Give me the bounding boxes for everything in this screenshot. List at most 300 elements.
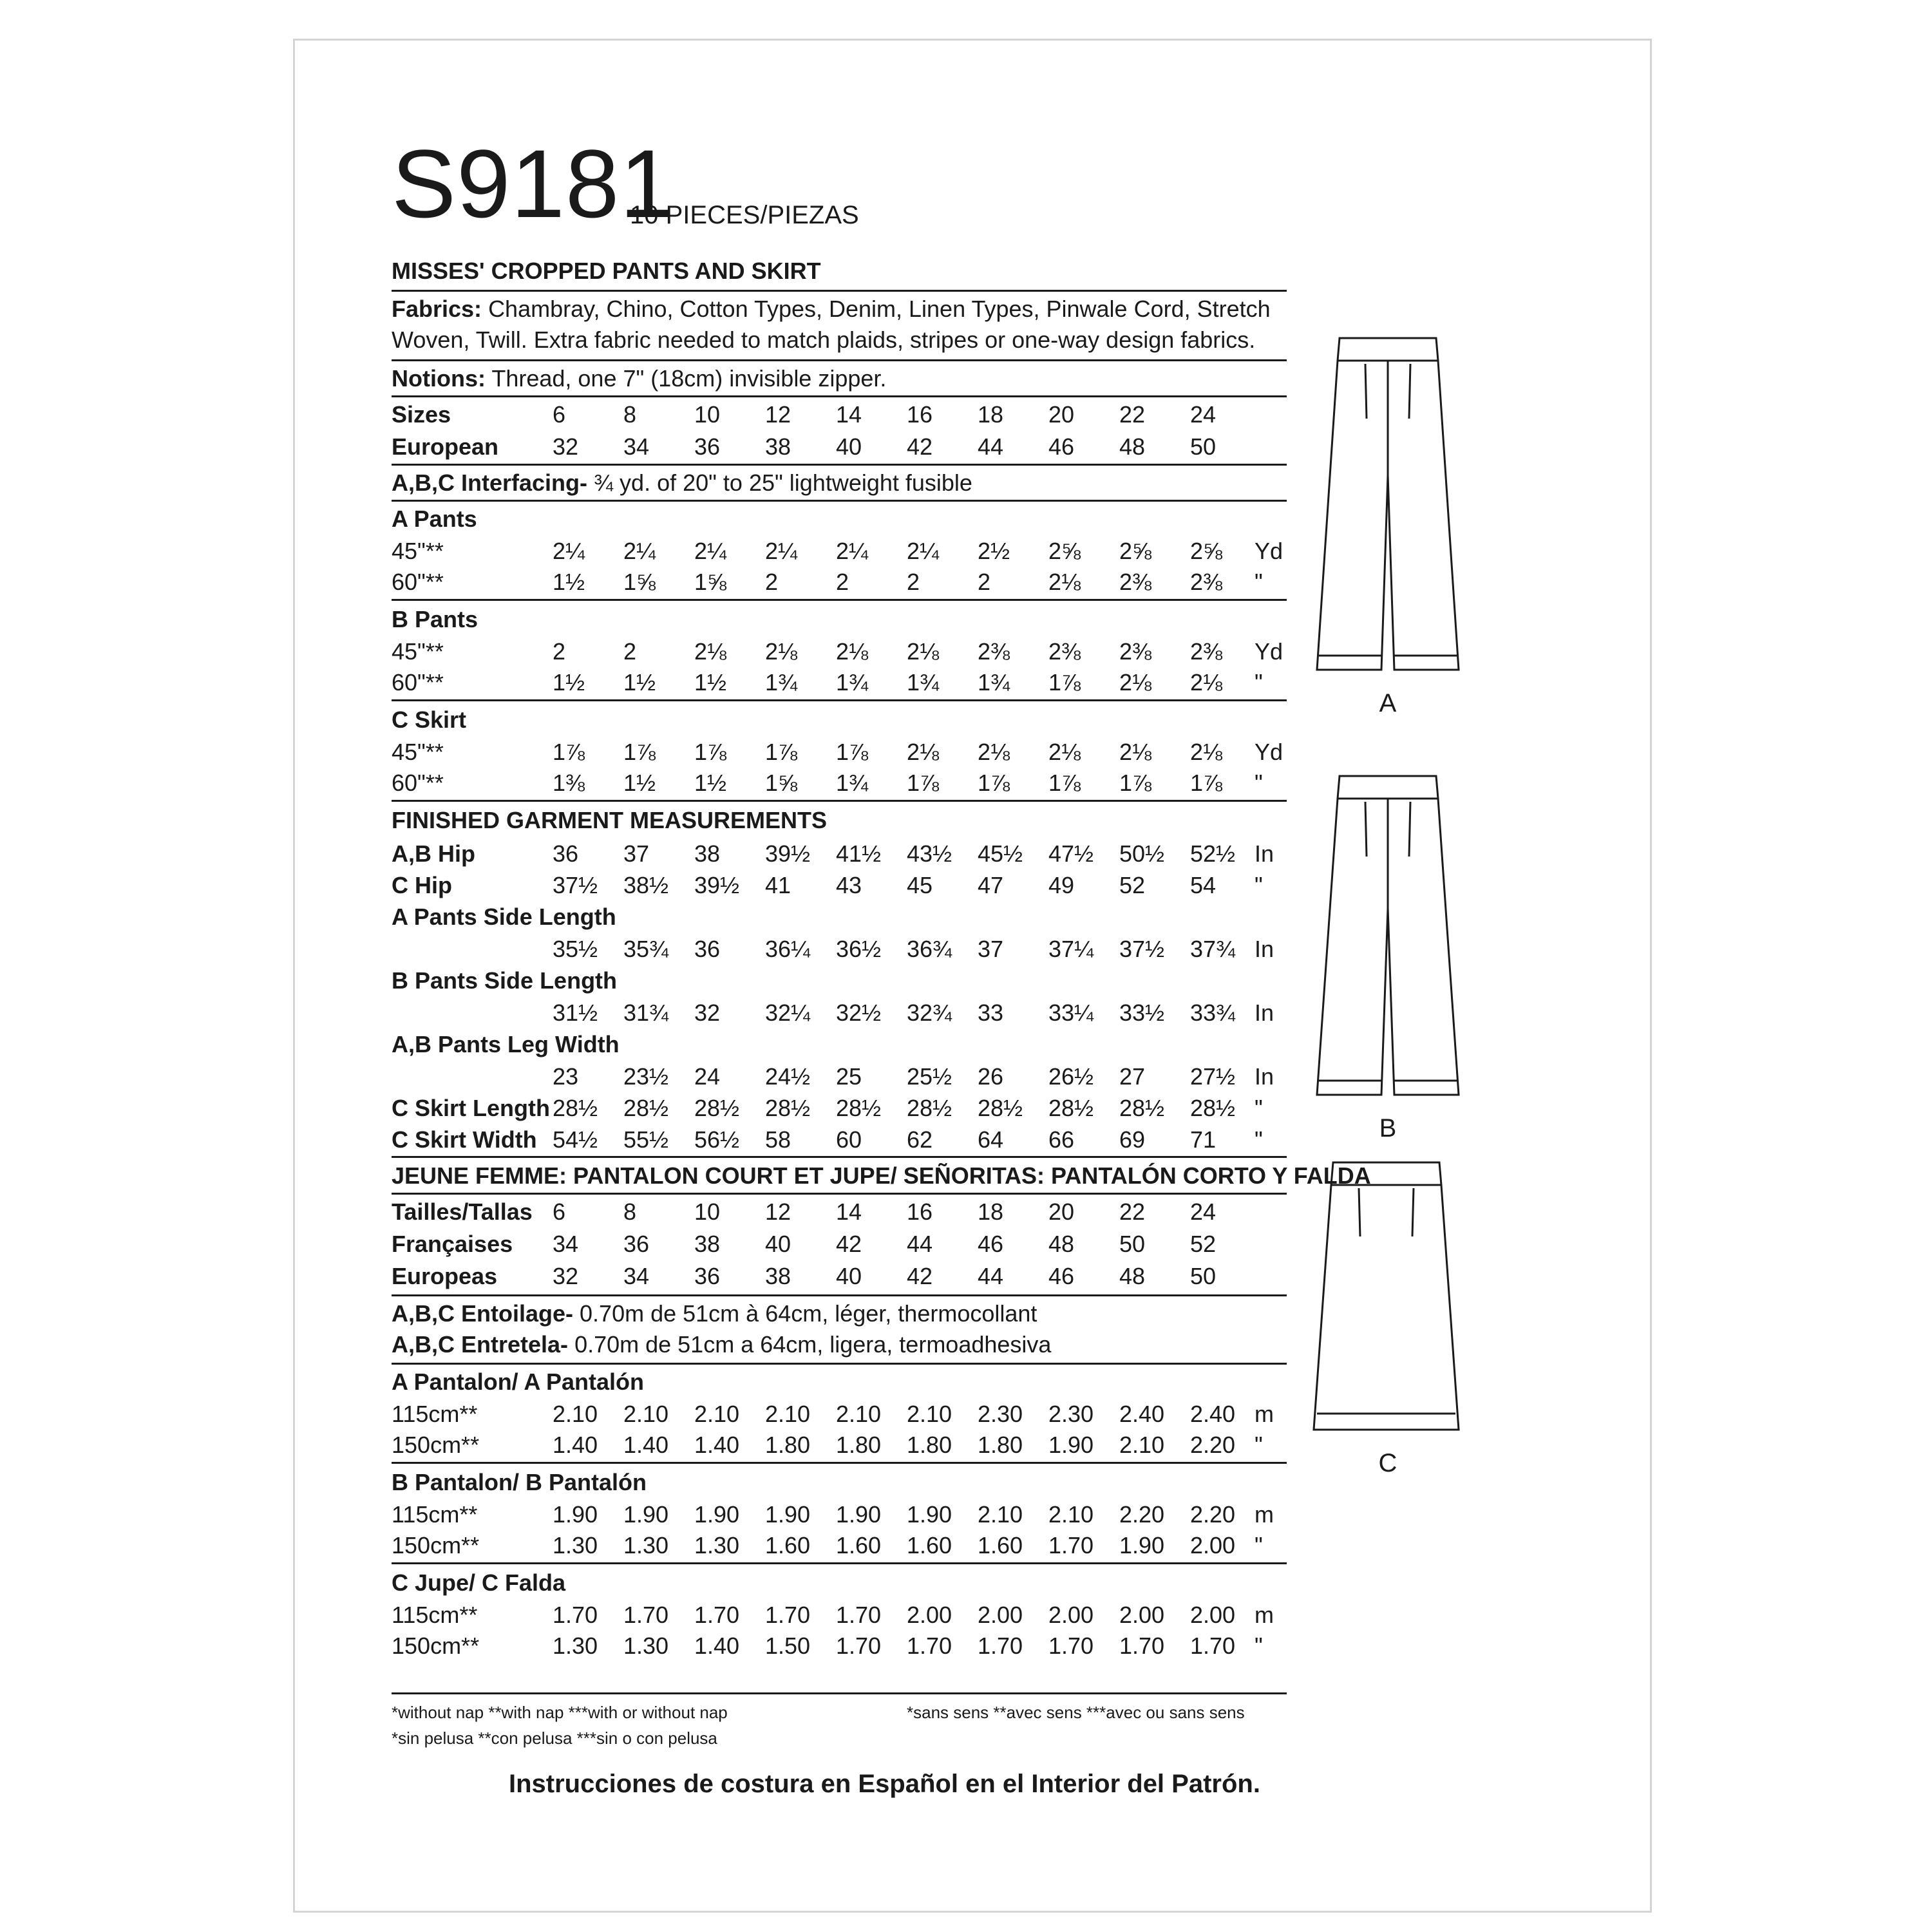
metric-row-cell: 2.30 xyxy=(978,1401,1023,1427)
intl-size-row-label: Tailles/Tallas xyxy=(392,1198,533,1225)
measurement-cell: 27 xyxy=(1119,1063,1146,1090)
measurement-cell: 25 xyxy=(836,1063,862,1090)
metric-row-cell: 1.70 xyxy=(836,1633,882,1659)
metric-row-cell: 1.70 xyxy=(623,1602,669,1628)
measurement-cell: 31¾ xyxy=(623,999,669,1026)
international-title: JEUNE FEMME: PANTALON COURT ET JUPE/ SEÑORITAS: PANTALÓN CORTO Y FALDA xyxy=(392,1162,1371,1189)
metric-row-cell: 1.90 xyxy=(836,1501,882,1528)
measurement-row-cell: 41 xyxy=(765,872,791,898)
measurement-cell: 33¾ xyxy=(1190,999,1236,1026)
yardage-row-cell: 2⅛ xyxy=(694,638,727,665)
intl-size-row-cell: 24 xyxy=(1190,1198,1217,1225)
measurement-cell: 31½ xyxy=(553,999,598,1026)
measurement-label: A Pants Side Length xyxy=(392,904,616,930)
metric-row-label: 150cm** xyxy=(392,1633,480,1659)
metric-row-cell: 2.10 xyxy=(694,1401,740,1427)
entretela-line xyxy=(392,1333,1051,1356)
metric-row-cell: 1.80 xyxy=(978,1432,1023,1458)
measurement-cell: 33¼ xyxy=(1048,999,1094,1026)
size-row-cell: 46 xyxy=(1048,433,1075,460)
metric-row-label: 115cm** xyxy=(392,1401,478,1427)
metric-row-cell: 2.00 xyxy=(907,1602,952,1628)
yardage-row-cell: 2¼ xyxy=(553,538,585,564)
yardage-section-title: A Pants xyxy=(392,506,477,532)
metric-row-cell: 1.70 xyxy=(553,1602,598,1628)
measurement-cell: 32 xyxy=(694,999,721,1026)
yardage-row-cell: 2⅝ xyxy=(1119,538,1152,564)
entoilage-line xyxy=(392,1302,1037,1325)
size-row-label: European xyxy=(392,433,499,460)
measurement-row-cell: 45 xyxy=(907,872,933,898)
yardage-row-cell: 2¼ xyxy=(907,538,940,564)
intl-size-row-cell: 12 xyxy=(765,1198,791,1225)
size-row-cell: 34 xyxy=(623,433,650,460)
yardage-row-cell: 1¾ xyxy=(978,669,1010,696)
measurement-row-unit: " xyxy=(1255,1126,1263,1153)
yardage-row-cell: 2 xyxy=(553,638,566,665)
intl-size-row-cell: 50 xyxy=(1119,1231,1146,1257)
intl-size-row-cell: 42 xyxy=(836,1231,862,1257)
yardage-row-cell: 1⅞ xyxy=(1119,770,1152,796)
measurement-row-cell: 54½ xyxy=(553,1126,598,1153)
measurement-row-cell: 39½ xyxy=(694,872,740,898)
view-label-b: B xyxy=(1379,1114,1397,1142)
intl-size-row-cell: 42 xyxy=(907,1263,933,1289)
yardage-row-cell: 2⅛ xyxy=(1048,739,1081,765)
metric-row-cell: 2.20 xyxy=(1190,1501,1236,1528)
intl-size-row-label: Françaises xyxy=(392,1231,513,1257)
measurement-cell: 32¾ xyxy=(907,999,952,1026)
metric-row-cell: 2.40 xyxy=(1119,1401,1165,1427)
size-row-cell: 12 xyxy=(765,401,791,428)
metric-row-unit: m xyxy=(1255,1501,1274,1528)
view-label-a: A xyxy=(1379,689,1397,717)
notions-line-label: Notions: xyxy=(392,365,486,392)
section-divider xyxy=(392,464,1287,466)
metric-row-cell: 1.30 xyxy=(553,1532,598,1558)
measurement-row-cell: 56½ xyxy=(694,1126,740,1153)
yardage-row-cell: 2½ xyxy=(978,538,1010,564)
section-divider xyxy=(392,599,1287,601)
yardage-row-unit: " xyxy=(1255,770,1263,796)
intl-size-row-cell: 10 xyxy=(694,1198,721,1225)
metric-row-cell: 1.70 xyxy=(694,1602,740,1628)
metric-row-cell: 2.10 xyxy=(907,1401,952,1427)
measurement-row-cell: 49 xyxy=(1048,872,1075,898)
view-a-sketch xyxy=(1307,335,1468,676)
size-row-cell: 50 xyxy=(1190,433,1217,460)
measurement-cell: 26 xyxy=(978,1063,1004,1090)
intl-size-row-cell: 34 xyxy=(553,1231,579,1257)
yardage-row-cell: 2⅛ xyxy=(907,638,940,665)
intl-size-row-cell: 46 xyxy=(978,1231,1004,1257)
measurement-cell: 32½ xyxy=(836,999,882,1026)
metric-row-cell: 2.10 xyxy=(1119,1432,1165,1458)
measurement-cell: 23 xyxy=(553,1063,579,1090)
metric-row-label: 150cm** xyxy=(392,1432,480,1458)
section-divider xyxy=(392,1462,1287,1464)
footnote-english: *without nap **with nap ***with or without nap xyxy=(392,1703,728,1722)
size-row-cell: 32 xyxy=(553,433,579,460)
intl-size-row-cell: 34 xyxy=(623,1263,650,1289)
yardage-row-cell: 1½ xyxy=(623,669,656,696)
metric-row-cell: 2.10 xyxy=(553,1401,598,1427)
yardage-row-cell: 1⅞ xyxy=(978,770,1010,796)
yardage-row-cell: 1⅞ xyxy=(623,739,656,765)
measurement-row-cell: 28½ xyxy=(978,1095,1023,1121)
metric-row-cell: 1.90 xyxy=(1048,1432,1094,1458)
measurement-row-cell: 52½ xyxy=(1190,840,1236,867)
measurement-unit: In xyxy=(1255,999,1274,1026)
measurement-row-cell: 47½ xyxy=(1048,840,1094,867)
measurement-row-label: C Skirt Length xyxy=(392,1095,551,1121)
size-row-cell: 38 xyxy=(765,433,791,460)
yardage-row-cell: 2⅛ xyxy=(978,739,1010,765)
yardage-section-title: B Pants xyxy=(392,606,478,632)
view-b-sketch xyxy=(1307,773,1468,1101)
interfacing-line-text: ¾ yd. of 20" to 25" lightweight fusible xyxy=(594,469,972,496)
metric-row-cell: 1.70 xyxy=(1190,1633,1236,1659)
measurement-row-cell: 55½ xyxy=(623,1126,669,1153)
yardage-row-cell: 2⅛ xyxy=(1119,739,1152,765)
measurement-cell: 37¾ xyxy=(1190,936,1236,962)
metric-row-cell: 2.30 xyxy=(1048,1401,1094,1427)
yardage-row-cell: 1⅜ xyxy=(553,770,585,796)
spanish-instructions-note: Instrucciones de costura en Español en el Interior del Patrón. xyxy=(509,1770,1260,1798)
measurement-row-cell: 58 xyxy=(765,1126,791,1153)
measurement-row-cell: 43½ xyxy=(907,840,952,867)
metric-row-cell: 1.30 xyxy=(694,1532,740,1558)
metric-row-cell: 2.10 xyxy=(978,1501,1023,1528)
metric-row-cell: 1.90 xyxy=(623,1501,669,1528)
yardage-row-cell: 1½ xyxy=(694,669,727,696)
section-divider xyxy=(392,699,1287,701)
measurement-row-cell: 28½ xyxy=(1048,1095,1094,1121)
size-row-cell: 24 xyxy=(1190,401,1217,428)
metric-row-cell: 1.30 xyxy=(553,1633,598,1659)
metric-row-unit: m xyxy=(1255,1602,1274,1628)
measurement-row-unit: " xyxy=(1255,872,1263,898)
yardage-row-cell: 2 xyxy=(978,569,991,595)
yardage-row-label: 45"** xyxy=(392,638,444,665)
measurement-row-cell: 28½ xyxy=(765,1095,811,1121)
yardage-row-cell: 1¾ xyxy=(836,669,869,696)
intl-size-row-cell: 38 xyxy=(694,1231,721,1257)
metric-row-cell: 2.00 xyxy=(1190,1532,1236,1558)
measurement-label: A,B Pants Leg Width xyxy=(392,1031,620,1057)
metric-row-cell: 1.60 xyxy=(836,1532,882,1558)
interfacing-line-label: A,B,C Interfacing- xyxy=(392,469,588,496)
measurement-row-cell: 52 xyxy=(1119,872,1146,898)
yardage-row-cell: 2¼ xyxy=(623,538,656,564)
footnote-spanish: *sin pelusa **con pelusa ***sin o con pelusa xyxy=(392,1728,717,1748)
yardage-row-cell: 2⅜ xyxy=(978,638,1010,665)
measurement-row-cell: 28½ xyxy=(623,1095,669,1121)
metric-row-cell: 1.90 xyxy=(765,1501,811,1528)
interfacing-line xyxy=(392,471,972,495)
metric-row-cell: 1.70 xyxy=(978,1633,1023,1659)
intl-size-row-cell: 16 xyxy=(907,1198,933,1225)
measurement-row-cell: 28½ xyxy=(1190,1095,1236,1121)
metric-row-cell: 1.70 xyxy=(1119,1633,1165,1659)
yardage-row-label: 45"** xyxy=(392,739,444,765)
yardage-row-cell: 2⅛ xyxy=(836,638,869,665)
metric-row-cell: 2.10 xyxy=(1048,1501,1094,1528)
metric-row-cell: 2.40 xyxy=(1190,1401,1236,1427)
yardage-row-cell: 2⅜ xyxy=(1119,638,1152,665)
yardage-row-cell: 2⅛ xyxy=(1190,669,1223,696)
yardage-row-cell: 2 xyxy=(623,638,637,665)
size-row-label: Sizes xyxy=(392,401,451,428)
yardage-row-cell: 1½ xyxy=(553,569,585,595)
fabrics-line xyxy=(392,298,1271,321)
measurement-row-cell: 71 xyxy=(1190,1126,1217,1153)
intl-size-row-cell: 40 xyxy=(836,1263,862,1289)
measurement-cell: 27½ xyxy=(1190,1063,1236,1090)
measurement-row-cell: 39½ xyxy=(765,840,811,867)
yardage-row-unit: " xyxy=(1255,669,1263,696)
measurement-row-cell: 28½ xyxy=(553,1095,598,1121)
yardage-row-label: 60"** xyxy=(392,669,444,696)
size-row-cell: 22 xyxy=(1119,401,1146,428)
measurement-row-cell: 60 xyxy=(836,1126,862,1153)
measurement-cell: 25½ xyxy=(907,1063,952,1090)
measurement-row-cell: 28½ xyxy=(907,1095,952,1121)
section-divider xyxy=(392,395,1287,397)
measurement-cell: 37 xyxy=(978,936,1004,962)
yardage-row-cell: 1⅞ xyxy=(765,739,798,765)
yardage-row-cell: 1¾ xyxy=(836,770,869,796)
metric-row-cell: 1.90 xyxy=(1119,1532,1165,1558)
measurement-cell: 32¼ xyxy=(765,999,811,1026)
yardage-row-cell: 2⅛ xyxy=(1190,739,1223,765)
yardage-row-cell: 1½ xyxy=(694,770,727,796)
metric-row-unit: m xyxy=(1255,1401,1274,1427)
yardage-row-cell: 1½ xyxy=(623,770,656,796)
measurement-label: B Pants Side Length xyxy=(392,967,618,994)
yardage-row-cell: 2 xyxy=(836,569,849,595)
measurement-cell: 24½ xyxy=(765,1063,811,1090)
yardage-row-cell: 2⅛ xyxy=(765,638,798,665)
intl-size-row-cell: 46 xyxy=(1048,1263,1075,1289)
yardage-row-unit: Yd xyxy=(1255,638,1283,665)
measurement-unit: In xyxy=(1255,1063,1274,1090)
measurement-row-label: C Hip xyxy=(392,872,452,898)
metric-row-cell: 1.70 xyxy=(1048,1532,1094,1558)
metric-row-cell: 1.70 xyxy=(836,1602,882,1628)
measurement-row-cell: 69 xyxy=(1119,1126,1146,1153)
intl-size-row-cell: 40 xyxy=(765,1231,791,1257)
measurement-cell: 35½ xyxy=(553,936,598,962)
intl-size-row-cell: 48 xyxy=(1048,1231,1075,1257)
yardage-row-cell: 1⅝ xyxy=(694,569,727,595)
measurement-row-cell: 28½ xyxy=(694,1095,740,1121)
measurement-row-cell: 37½ xyxy=(553,872,598,898)
section-divider xyxy=(392,1363,1287,1365)
metric-row-cell: 1.70 xyxy=(765,1602,811,1628)
measurement-cell: 33½ xyxy=(1119,999,1165,1026)
metric-row-cell: 1.50 xyxy=(765,1633,811,1659)
metric-row-cell: 1.80 xyxy=(907,1432,952,1458)
piece-count: 10 PIECES/PIEZAS xyxy=(630,201,859,229)
size-row-cell: 20 xyxy=(1048,401,1075,428)
measurement-row-label: C Skirt Width xyxy=(392,1126,537,1153)
yardage-row-cell: 2⅜ xyxy=(1119,569,1152,595)
metric-row-cell: 1.90 xyxy=(553,1501,598,1528)
metric-row-cell: 1.30 xyxy=(623,1633,669,1659)
section-divider xyxy=(392,290,1287,292)
measurement-row-cell: 37 xyxy=(623,840,650,867)
skirt-outline xyxy=(1314,1162,1459,1430)
measurement-row-cell: 38 xyxy=(694,840,721,867)
yardage-row-cell: 1⅞ xyxy=(553,739,585,765)
metric-section-title: B Pantalon/ B Pantalón xyxy=(392,1469,647,1495)
size-row-cell: 42 xyxy=(907,433,933,460)
metric-row-cell: 2.10 xyxy=(836,1401,882,1427)
measurement-row-label: A,B Hip xyxy=(392,840,475,867)
measurement-row-cell: 47 xyxy=(978,872,1004,898)
yardage-row-cell: 2¼ xyxy=(836,538,869,564)
notions-line xyxy=(392,367,886,390)
measurement-row-cell: 36 xyxy=(553,840,579,867)
metric-row-unit: " xyxy=(1255,1432,1263,1458)
metric-row-cell: 1.40 xyxy=(694,1432,740,1458)
intl-size-row-cell: 8 xyxy=(623,1198,637,1225)
yardage-row-cell: 1¾ xyxy=(765,669,798,696)
section-divider xyxy=(392,1156,1287,1158)
measurement-row-cell: 28½ xyxy=(1119,1095,1165,1121)
entretela-line-label: A,B,C Entretela- xyxy=(392,1331,569,1358)
fabrics-line-2: Woven, Twill. Extra fabric needed to match plaids, stripes or one-way design fabrics. xyxy=(392,327,1256,353)
metric-row-cell: 1.40 xyxy=(553,1432,598,1458)
measurement-row-cell: 38½ xyxy=(623,872,669,898)
metric-row-cell: 1.60 xyxy=(978,1532,1023,1558)
yardage-row-cell: 1⅞ xyxy=(907,770,940,796)
size-row-cell: 6 xyxy=(553,401,566,428)
entoilage-line-text: 0.70m de 51cm à 64cm, léger, thermocollant xyxy=(580,1300,1037,1327)
intl-size-row-cell: 20 xyxy=(1048,1198,1075,1225)
section-divider xyxy=(392,1562,1287,1564)
metric-row-cell: 1.40 xyxy=(623,1432,669,1458)
size-row-cell: 44 xyxy=(978,433,1004,460)
metric-row-label: 150cm** xyxy=(392,1532,480,1558)
fabrics-line-text: Chambray, Chino, Cotton Types, Denim, Linen Types, Pinwale Cord, Stretch xyxy=(488,296,1271,322)
yardage-row-unit: Yd xyxy=(1255,739,1283,765)
yardage-row-cell: 1⅞ xyxy=(1190,770,1223,796)
dart-lines xyxy=(1359,1188,1414,1236)
yardage-row-unit: Yd xyxy=(1255,538,1283,564)
metric-row-cell: 1.70 xyxy=(907,1633,952,1659)
metric-row-cell: 1.60 xyxy=(907,1532,952,1558)
yardage-row-cell: 2¼ xyxy=(694,538,727,564)
yardage-row-cell: 2 xyxy=(907,569,920,595)
metric-row-label: 115cm** xyxy=(392,1602,478,1628)
metric-row-cell: 2.00 xyxy=(978,1602,1023,1628)
pattern-number: S9181 xyxy=(392,129,674,238)
metric-row-cell: 1.40 xyxy=(694,1633,740,1659)
measurement-row-cell: 64 xyxy=(978,1126,1004,1153)
yardage-row-cell: 2 xyxy=(765,569,779,595)
intl-size-row-cell: 50 xyxy=(1190,1263,1217,1289)
metric-row-cell: 2.00 xyxy=(1190,1602,1236,1628)
measurement-row-cell: 41½ xyxy=(836,840,882,867)
yardage-row-cell: 2⅝ xyxy=(1048,538,1081,564)
intl-size-row-cell: 22 xyxy=(1119,1198,1146,1225)
size-row-cell: 18 xyxy=(978,401,1004,428)
size-row-cell: 8 xyxy=(623,401,637,428)
section-divider xyxy=(392,1294,1287,1296)
view-label-c: C xyxy=(1378,1449,1397,1477)
metric-row-cell: 2.00 xyxy=(1119,1602,1165,1628)
metric-row-cell: 1.70 xyxy=(1048,1633,1094,1659)
measurement-unit: In xyxy=(1255,936,1274,962)
section-divider xyxy=(392,800,1287,802)
size-row-cell: 36 xyxy=(694,433,721,460)
measurement-cell: 37¼ xyxy=(1048,936,1094,962)
yardage-row-cell: 2⅝ xyxy=(1190,538,1223,564)
yardage-row-cell: 2⅜ xyxy=(1190,569,1223,595)
intl-size-row-cell: 36 xyxy=(694,1263,721,1289)
measurement-cell: 23½ xyxy=(623,1063,669,1090)
intl-size-row-cell: 36 xyxy=(623,1231,650,1257)
measurement-cell: 36 xyxy=(694,936,721,962)
notions-line-text: Thread, one 7" (18cm) invisible zipper. xyxy=(491,365,887,392)
size-row-cell: 48 xyxy=(1119,433,1146,460)
metric-row-cell: 1.80 xyxy=(836,1432,882,1458)
metric-row-cell: 1.30 xyxy=(623,1532,669,1558)
measurement-cell: 37½ xyxy=(1119,936,1165,962)
yardage-row-cell: 2⅜ xyxy=(1190,638,1223,665)
section-divider xyxy=(392,359,1287,361)
measurement-cell: 33 xyxy=(978,999,1004,1026)
measurement-cell: 36½ xyxy=(836,936,882,962)
yardage-row-cell: 1¾ xyxy=(907,669,940,696)
intl-size-row-cell: 32 xyxy=(553,1263,579,1289)
yardage-row-cell: 2⅛ xyxy=(1048,569,1081,595)
size-row-cell: 10 xyxy=(694,401,721,428)
metric-row-cell: 1.90 xyxy=(907,1501,952,1528)
size-row-cell: 40 xyxy=(836,433,862,460)
view-c-sketch xyxy=(1307,1159,1468,1436)
yardage-row-label: 60"** xyxy=(392,770,444,796)
yardage-row-cell: 1⅞ xyxy=(1048,669,1081,696)
yardage-row-cell: 1⅞ xyxy=(836,739,869,765)
measurement-row-unit: In xyxy=(1255,840,1274,867)
measurement-cell: 24 xyxy=(694,1063,721,1090)
measurement-row-cell: 45½ xyxy=(978,840,1023,867)
measurement-row-cell: 54 xyxy=(1190,872,1217,898)
yardage-row-cell: 1⅝ xyxy=(765,770,798,796)
section-divider xyxy=(392,1692,1287,1694)
yardage-row-cell: 1½ xyxy=(553,669,585,696)
yardage-row-label: 60"** xyxy=(392,569,444,595)
measurement-row-unit: " xyxy=(1255,1095,1263,1121)
garment-title: MISSES' CROPPED PANTS AND SKIRT xyxy=(392,258,821,284)
entretela-line-text: 0.70m de 51cm a 64cm, ligera, termoadhesiva xyxy=(574,1331,1052,1358)
measurement-row-cell: 28½ xyxy=(836,1095,882,1121)
metric-row-cell: 2.20 xyxy=(1190,1432,1236,1458)
yardage-row-cell: 1⅞ xyxy=(694,739,727,765)
intl-size-row-cell: 52 xyxy=(1190,1231,1217,1257)
measurement-cell: 36¼ xyxy=(765,936,811,962)
metric-row-label: 115cm** xyxy=(392,1501,478,1528)
metric-row-cell: 2.10 xyxy=(623,1401,669,1427)
metric-row-cell: 1.90 xyxy=(694,1501,740,1528)
measurement-row-cell: 43 xyxy=(836,872,862,898)
yardage-row-cell: 1⅝ xyxy=(623,569,656,595)
metric-row-unit: " xyxy=(1255,1532,1263,1558)
measurement-row-cell: 62 xyxy=(907,1126,933,1153)
